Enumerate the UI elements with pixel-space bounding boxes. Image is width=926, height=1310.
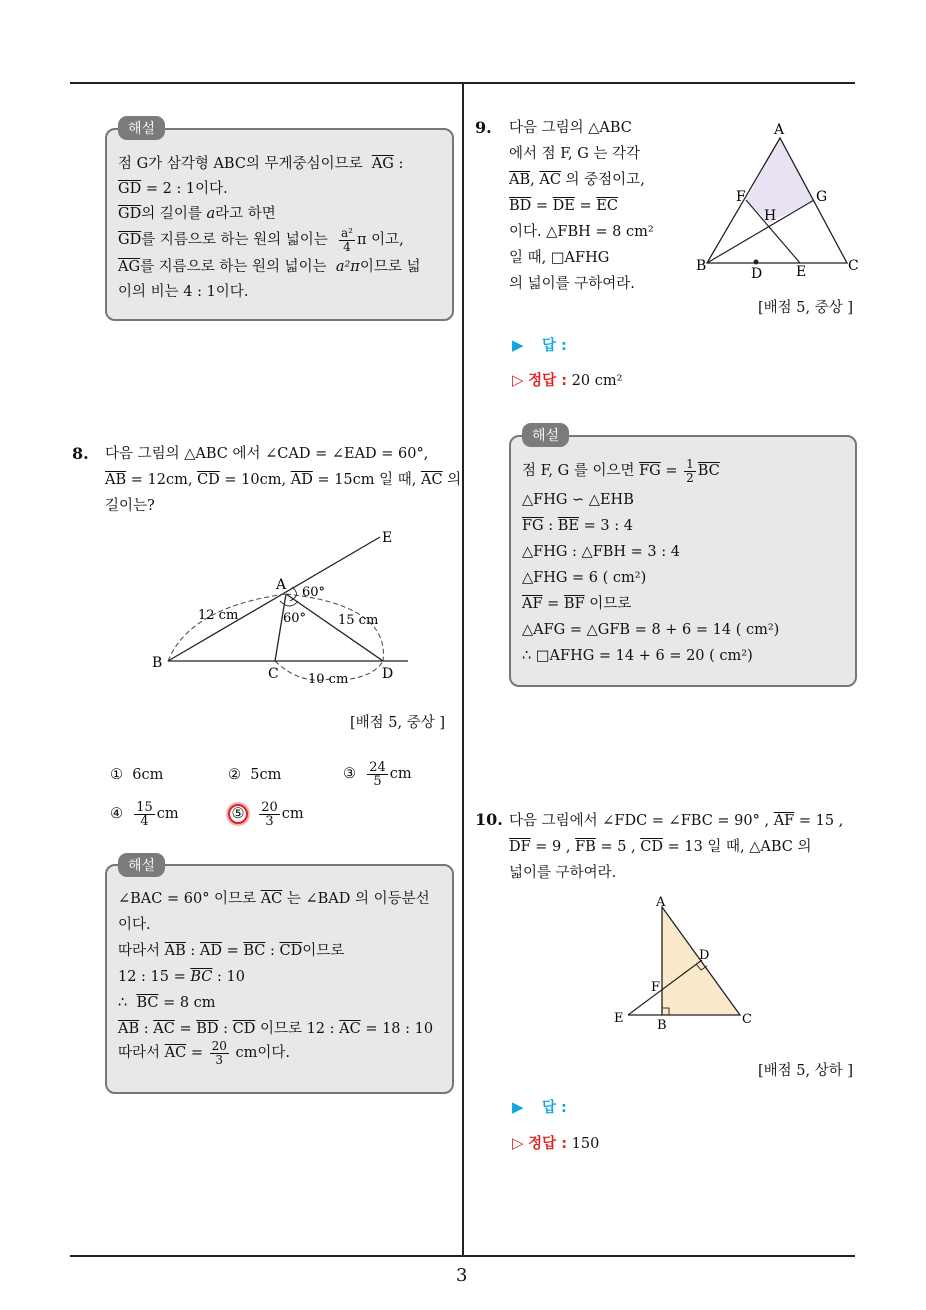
q8-points: [배점 5, 중상 ] (350, 715, 446, 731)
q10-correct-row: ▷ 정답 : 150 (512, 1134, 600, 1152)
label-B: B (657, 1018, 667, 1033)
box2-line6: $\overline{AB}$ : $\overline{AC} = \overline{BD}$ : $\overline{CD}$ 이므로 12 : $\overline{AC} = 18$ : 10 (118, 1021, 434, 1037)
q10-line2: $\overline{DF} = 9$ , $\overline{FB} = 5$ , $\overline{CD} = 13$ 일 때, △ABC 의 (509, 839, 812, 855)
box2-line7: 따라서 $\overline{AC}$ = $\frac{20}{3}$ cm이다. (118, 1038, 290, 1067)
box2-line3: 따라서 $\overline{AB}$ : $\overline{AD} = \overline{BC}$ : $\overline{CD}$이므로 (118, 943, 345, 959)
label-A: A (656, 895, 666, 910)
explanation-tag: 해설 (118, 853, 165, 877)
q9-line6: 일 때, □AFHG (509, 250, 610, 266)
box1-line2: $\overline{GD} = 2$ : 1이다. (118, 181, 228, 197)
box1-line6: 이의 비는 4 : 1이다. (118, 284, 249, 300)
q8-line1: 다음 그림의 △ABC 에서 ∠CAD = ∠EAD = 60°, (105, 446, 429, 462)
q9-line4: $\overline{BD} = \overline{DE} = \overline{EC}$ (509, 198, 618, 214)
play-icon: ▶ (512, 336, 524, 354)
q9-line5: 이다. △FBH = 8 cm² (509, 224, 654, 240)
q9-figure (692, 120, 862, 280)
label-D: D (699, 948, 710, 963)
q9-line2: 에서 점 F, G 는 각각 (509, 146, 641, 162)
label-H: H (764, 208, 777, 224)
question-number-10: 10. (475, 810, 503, 829)
play-icon: ▶ (512, 1098, 524, 1116)
label-10cm: 10 cm (308, 672, 349, 687)
box2-line2: 이다. (118, 917, 151, 933)
box1-line5: $\overline{AG}$를 지름으로 하는 원의 넓이는 a²π이므로 넓 (118, 259, 421, 275)
q10-line3: 넓이를 구하여라. (509, 865, 617, 881)
label-angle2: 60° (283, 611, 307, 626)
box3-line1: 점 F, G 를 이으면 $\overline{FG}$ = $\frac{1}{2}$ $\overline{BC}$ (522, 456, 720, 485)
label-C: C (742, 1012, 752, 1027)
box2-line1: ∠BAC = 60° 이므로 $\overline{AC}$ 는 ∠BAD 의 이등분선 (118, 891, 430, 907)
q9-answer-row[interactable]: ▶ 답 : (512, 336, 567, 354)
label-G: G (816, 189, 828, 205)
choice-5[interactable]: ⑤ $\frac{20}{3}$ cm (228, 797, 304, 831)
box3-line3: $\overline{FG}$ : $\overline{BE} = 3$ : 4 (522, 518, 633, 534)
box3-line2: △FHG ∽ △EHB (522, 492, 634, 508)
label-F: F (736, 189, 746, 205)
choice-3[interactable]: ③ $\frac{24}{5}$ cm (343, 759, 412, 789)
box2-line4: 12 : $15 = \overline{BC}$ : 10 (118, 969, 245, 985)
label-D: D (751, 266, 763, 280)
q8-line2: $\overline{AB} = 12cm$, $\overline{CD} = 10cm$, $\overline{AD} = 15cm$ 일 때, $\overline{AC}$ 의 (105, 472, 462, 488)
q10-points: [배점 5, 상하 ] (758, 1063, 854, 1079)
outline-play-icon: ▷ (512, 1134, 524, 1152)
q10-answer-row[interactable]: ▶ 답 : (512, 1098, 567, 1116)
box3-line8: ∴ □AFHG = 14 + 6 = 20 ( cm²) (522, 648, 753, 664)
label-A: A (276, 577, 287, 593)
label-E: E (796, 264, 807, 280)
q8-figure (140, 525, 420, 690)
label-E: E (382, 530, 393, 546)
label-C: C (268, 666, 279, 682)
q9-line7: 의 넓이를 구하여라. (509, 276, 635, 292)
choice-2[interactable]: ② 5cm (228, 767, 282, 783)
box1-line3: $\overline{GD}$의 길이를 a라고 하면 (118, 206, 276, 222)
box3-line6: $\overline{AF} = \overline{BF}$ 이므로 (522, 596, 632, 612)
question-number-9: 9. (475, 118, 492, 137)
box3-line7: △AFG = △GFB = 8 + 6 = 14 ( cm²) (522, 622, 780, 638)
page-number: 3 (456, 1265, 468, 1286)
bottom-rule (70, 1255, 855, 1257)
box3-line4: △FHG : △FBH = 3 : 4 (522, 544, 680, 560)
choice-4[interactable]: ④ $\frac{15}{4}$ cm (110, 799, 179, 829)
label-B: B (152, 655, 163, 671)
q10-line1: 다음 그림에서 ∠FDC = ∠FBC = 90° , $\overline{AF} = 15$ , (509, 813, 844, 829)
column-divider (462, 84, 464, 1256)
point-D (754, 260, 759, 265)
region-afhg (746, 138, 814, 223)
line-b-e (168, 537, 380, 661)
label-D: D (382, 666, 394, 682)
choice-1[interactable]: ① 6cm (110, 767, 164, 783)
label-angle1: 60° (302, 585, 326, 600)
label-C: C (848, 258, 859, 274)
q9-correct-row: ▷ 정답 : 20 cm² (512, 371, 623, 389)
q9-line3: $\overline{AB}$, $\overline{AC}$ 의 중점이고, (509, 172, 645, 188)
question-number-8: 8. (72, 444, 89, 463)
label-12cm: 12 cm (198, 608, 239, 623)
label-E: E (614, 1011, 624, 1026)
explanation-tag: 해설 (118, 116, 165, 140)
label-F: F (651, 980, 661, 995)
label-15cm: 15 cm (338, 613, 379, 628)
q9-points: [배점 5, 중상 ] (758, 300, 854, 316)
explanation-tag: 해설 (522, 423, 569, 447)
q8-line3: 길이는? (105, 498, 155, 514)
box1-line1: 점 G가 삼각형 ABC의 무게중심이므로 $\overline{AG}$ : (118, 156, 404, 172)
outline-play-icon: ▷ (512, 371, 524, 389)
choice-5-selected-mark: ⑤ (228, 804, 248, 824)
label-B: B (696, 258, 707, 274)
box3-line5: △FHG = 6 ( cm²) (522, 570, 647, 586)
box2-line5: ∴ $\overline{BC} = 8$ cm (118, 995, 216, 1011)
q10-figure (610, 893, 760, 1033)
label-A: A (774, 122, 785, 138)
box1-line4: $\overline{GD}$를 지름으로 하는 원의 넓이는 $\frac{\text{a²}}{4}$ π 이고, (118, 225, 404, 254)
q9-line1: 다음 그림의 △ABC (509, 120, 632, 136)
